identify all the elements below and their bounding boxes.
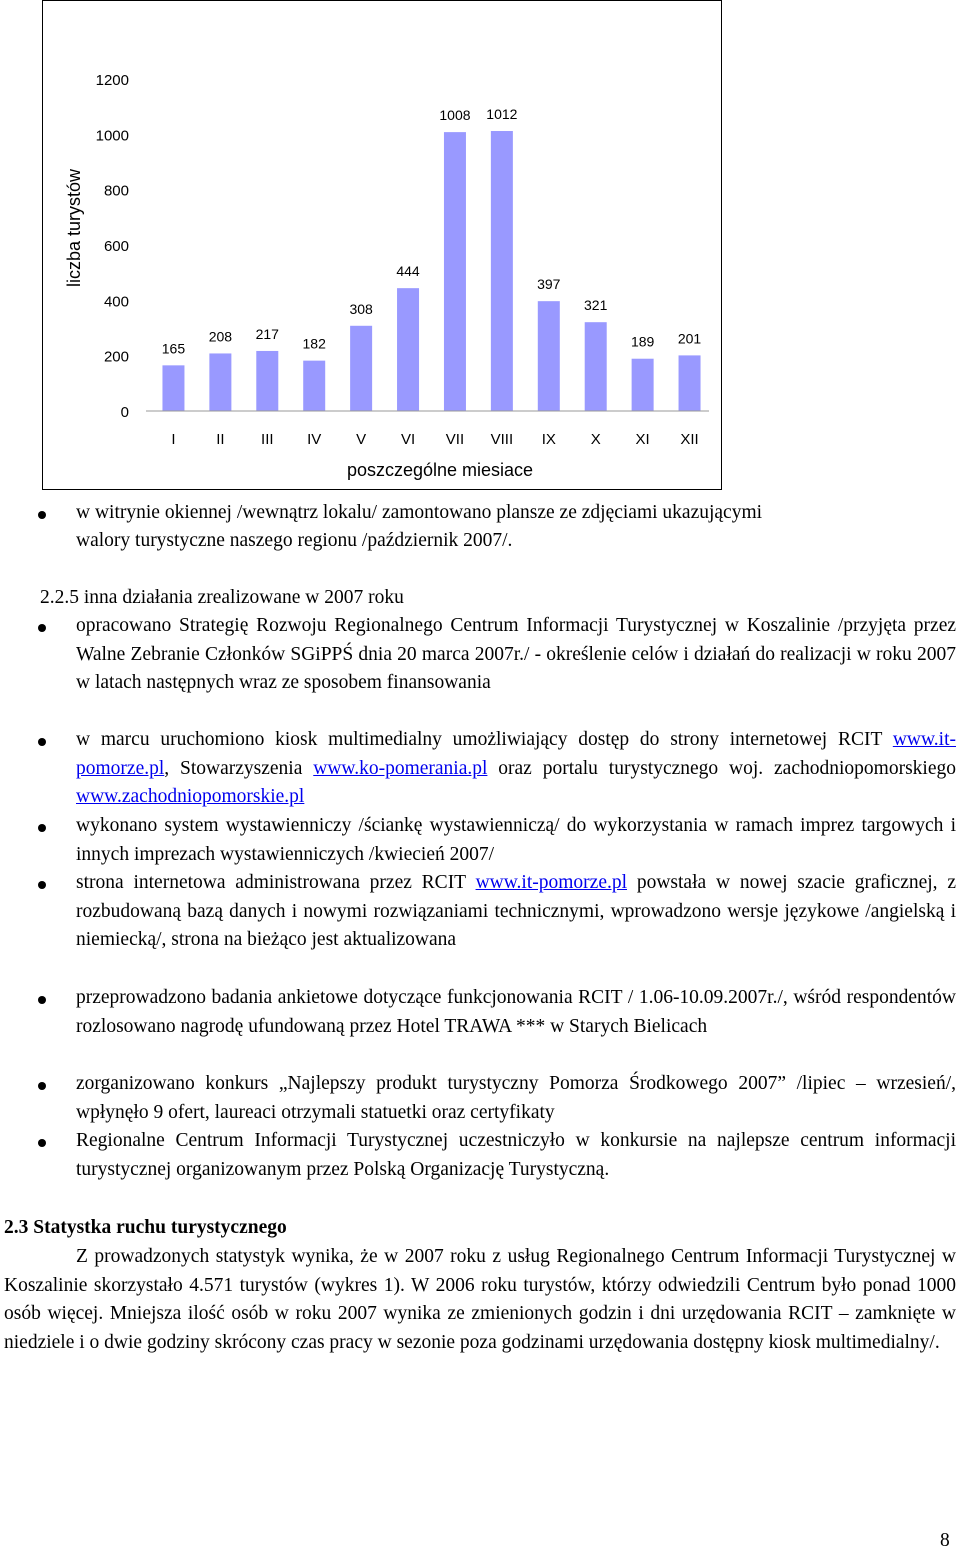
x-tick-label: III <box>261 431 274 448</box>
bar-IV <box>303 361 325 411</box>
link-it-pomorze[interactable]: www.it-pomorze.pl <box>76 729 956 779</box>
bar-XII <box>679 355 701 411</box>
link-zachodniopomorskie[interactable]: www.zachodniopomorskie.pl <box>76 786 305 807</box>
kiosk-text-c: oraz portalu turystycznego woj. zachodniopomorskiego <box>487 757 956 779</box>
bar-value-label: 1012 <box>486 106 518 123</box>
y-tick-label: 200 <box>103 348 129 366</box>
bullet-text-line: w witrynie okiennej /wewnątrz lokalu/ zamontowano plansze ze zdjęciami ukazującymi <box>76 502 763 523</box>
website-text-a: strona internetowa administrowana przez RCIT <box>76 872 476 893</box>
link-ko-pomerania[interactable]: www.ko-pomerania.pl <box>313 757 488 779</box>
x-axis-label: poszczególne miesiace <box>346 460 534 480</box>
link-it-pomorze[interactable]: www.it-pomorze.pl <box>475 872 628 893</box>
list-item-contest: zorganizowano konkurs „Najlepszy produkt turystyczny Pomorza Środkowego 2007” /lipiec – wrzesień/, wpłynęło 9 ofert, laureaci otrzymali statuetki oraz certyfikaty <box>76 1073 956 1123</box>
y-axis-label: liczba turystów <box>64 168 84 288</box>
bar-value-label: 165 <box>161 340 186 357</box>
list-item-strategy: opracowano Strategię Rozwoju Regionalnego Centrum Informacji Turystycznej w Koszalinie /przyjęta przez Walne Zebranie Członków SGiPPŚ dnia 20 marca 2007r./ - określenie celów i działań do realizacji w roku 2007 w latach następnych wraz ze sposobem finansowania <box>76 615 956 693</box>
website-text-b: powstała w nowej szacie graficznej, z rozbudowaną bazą danych i nowymi rozwiązaniami technicznymi, wprowadzono wersje językowe /angielską i niemiecką/, strona na bieżąco jest aktualizowana <box>76 872 957 950</box>
x-tick-label: X <box>590 431 601 448</box>
kiosk-text-b: , Stowarzyszenia <box>164 757 314 779</box>
x-tick-label: I <box>171 431 176 448</box>
statistics-paragraph: Z prowadzonych statystyk wynika, że w 2007 roku z usług Regionalnego Centrum Informacji Turystycznej w Koszalinie skorzystało 4.571 turystów (wykres 1). W 2006 roku turystów, którzy odwiedzili Centrum było ponad 1000 osób więcej. Mniejsza ilość osób w roku 2007 wynika ze zmienionych godzin i dni urzędowania RCIT – zamknięte w niedziele i o dwie godziny skrócony czas pracy w sezonie poza godzinami urzędowania dostępny kiosk multimedialny/. <box>4 1246 956 1353</box>
bar-III <box>256 351 278 411</box>
bar-value-label: 201 <box>677 330 702 347</box>
bar-value-label: 217 <box>255 325 279 342</box>
bar-II <box>209 353 231 411</box>
visitors-chart <box>42 0 722 490</box>
bullet-dot <box>38 824 46 832</box>
x-tick-label: II <box>216 431 225 448</box>
y-tick-label: 600 <box>103 238 129 255</box>
bullet-dot <box>38 1082 46 1090</box>
bar-value-label: 308 <box>349 300 373 317</box>
list-item-website <box>76 869 956 955</box>
page-number: 8 <box>940 1530 950 1551</box>
bar-value-label: 182 <box>302 335 326 352</box>
x-tick-label: IV <box>307 431 322 448</box>
x-tick-label: IX <box>541 431 556 448</box>
list-item-competition: Regionalne Centrum Informacji Turystycznej uczestniczyło w konkursie na najlepsze centrum informacji turystycznej organizowanym przez Polską Organizację Turystyczną. <box>76 1130 956 1180</box>
bullet-dot <box>38 624 46 632</box>
x-tick-label: V <box>356 431 367 448</box>
bullet-text-line: walory turystyczne naszego regionu /październik 2007/. <box>76 530 513 551</box>
bar-XI <box>632 359 654 411</box>
bar-value-label: 208 <box>208 328 233 345</box>
bullet-dot <box>38 738 46 746</box>
bar-value-label: 1008 <box>439 107 471 124</box>
bar-VI <box>397 288 419 411</box>
bar-value-label: 397 <box>537 276 561 293</box>
x-tick-label: XI <box>635 431 650 448</box>
x-tick-label: VIII <box>490 431 514 448</box>
bar-X <box>585 322 607 411</box>
section-heading-2-2-5: 2.2.5 inna działania zrealizowane w 2007 roku <box>40 587 404 608</box>
list-item-survey: przeprowadzono badania ankietowe dotyczące funkcjonowania RCIT / 1.06-10.09.2007r./, wśród respondentów rozlosowano nagrodę ufundowaną przez Hotel TRAWA *** w Starych Bielicach <box>76 987 956 1037</box>
list-item-exhibition: wykonano system wystawienniczy /ściankę wystawienniczą/ do wykorzystania w ramach imprez targowych i innych imprezach wystawienniczych /kwiecień 2007/ <box>76 815 956 865</box>
y-tick-label: 1200 <box>95 72 129 89</box>
bar-IX <box>538 301 560 411</box>
bar-V <box>350 326 372 411</box>
bullet-dot <box>38 511 46 519</box>
bar-value-label: 189 <box>630 333 655 350</box>
bar-value-label: 444 <box>396 263 420 280</box>
bar-VII <box>444 132 466 411</box>
x-tick-label: XII <box>680 431 699 448</box>
bar-value-label: 321 <box>584 297 608 314</box>
bar-I <box>162 365 184 411</box>
x-tick-label: VII <box>445 431 465 448</box>
x-tick-label: VI <box>400 431 416 448</box>
section-heading-2-3: 2.3 Statystka ruchu turystycznego <box>4 1217 287 1238</box>
bar-chart <box>43 1 721 489</box>
bullet-dot <box>38 1139 46 1147</box>
bullet-dot <box>38 996 46 1004</box>
y-tick-label: 0 <box>120 404 129 421</box>
y-tick-label: 400 <box>103 293 129 311</box>
kiosk-text-a: w marcu uruchomiono kiosk multimedialny umożliwiający dostęp do strony internetowej RCIT <box>76 729 893 750</box>
list-item-kiosk <box>76 726 956 812</box>
y-tick-label: 1000 <box>95 127 129 145</box>
bullet-dot <box>38 881 46 889</box>
y-tick-label: 800 <box>103 182 129 200</box>
bar-VIII <box>491 131 513 411</box>
